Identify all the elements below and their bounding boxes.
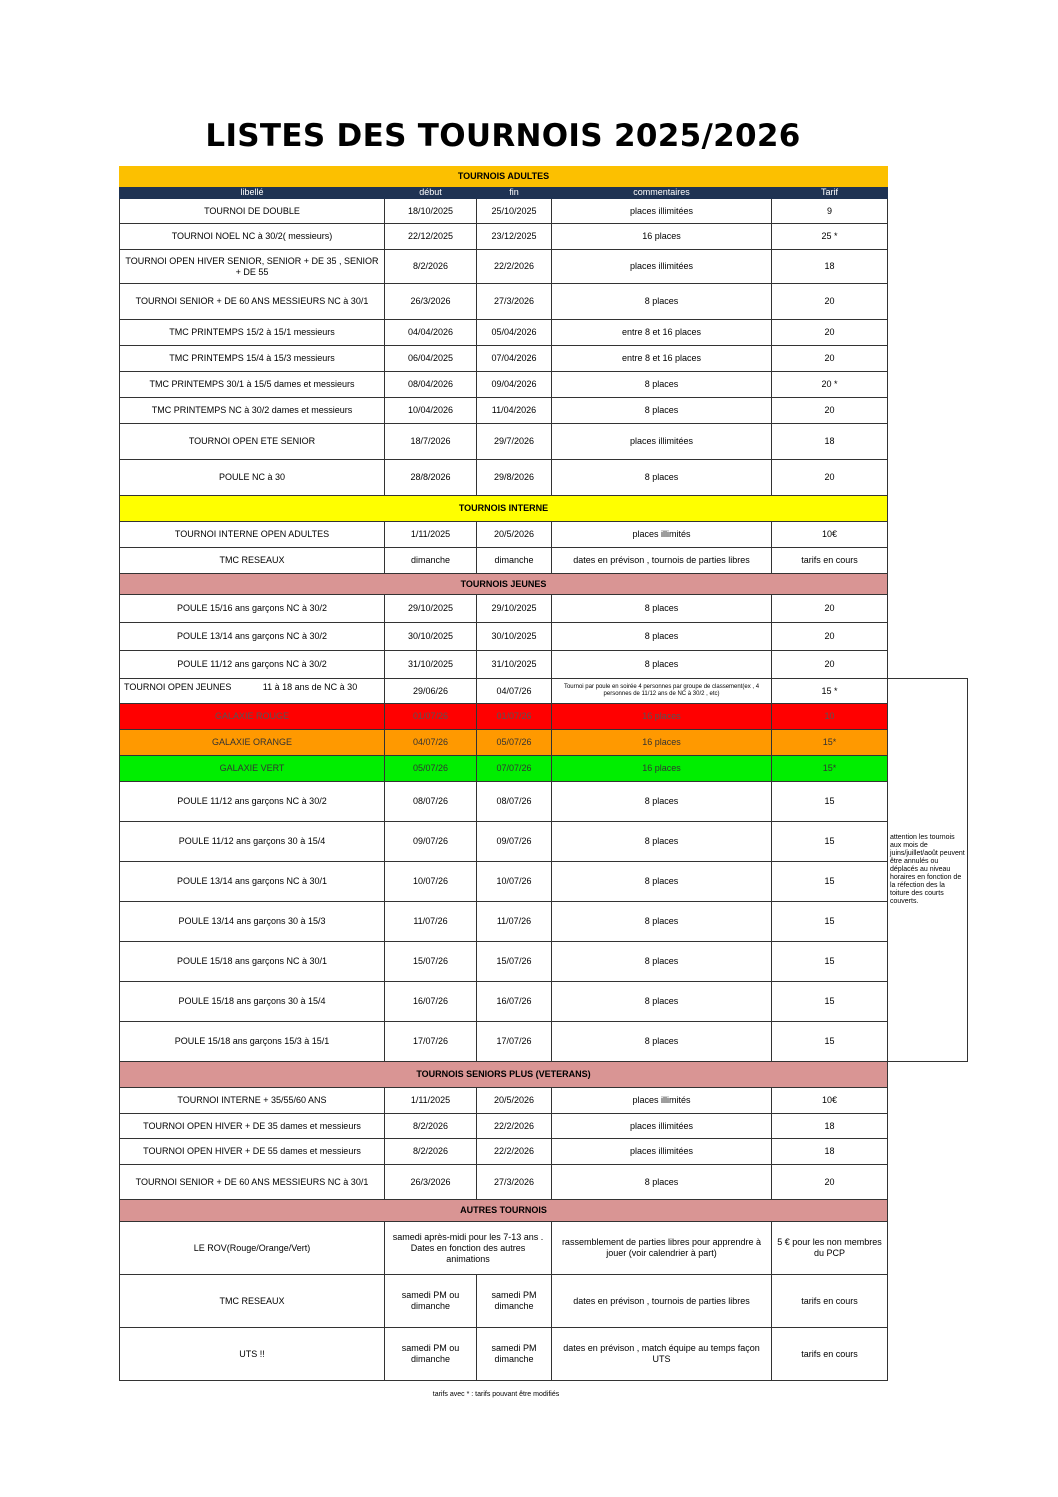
table-cell: GALAXIE VERT (120, 756, 385, 782)
table-cell: 10/04/2026 (385, 398, 477, 424)
table-cell: places illimitées (552, 199, 772, 224)
column-header: fin (477, 187, 552, 199)
table-cell: 04/07/26 (385, 730, 477, 756)
table-cell: 8/2/2026 (385, 250, 477, 284)
table-row (120, 250, 968, 284)
table-cell: 8/2/2026 (385, 1114, 477, 1139)
empty-cell (888, 199, 968, 224)
table-cell: 15* (772, 730, 888, 756)
table-cell: 16 places (552, 730, 772, 756)
table-row (120, 224, 968, 250)
table-cell: POULE 13/14 ans garçons NC à 30/1 (120, 862, 385, 902)
empty-cell (888, 167, 968, 187)
table-cell: TMC PRINTEMPS 30/1 à 15/5 dames et messieurs (120, 372, 385, 398)
table-cell: 16/07/26 (477, 982, 552, 1022)
table-row (120, 320, 968, 346)
table-cell: places illimitées (552, 1114, 772, 1139)
table-cell: 8 places (552, 623, 772, 651)
table-cell: POULE 11/12 ans garçons NC à 30/2 (120, 782, 385, 822)
table-cell: 20 (772, 398, 888, 424)
table-cell: 22/2/2026 (477, 250, 552, 284)
table-row (120, 902, 968, 942)
table-cell: 23/12/2025 (477, 224, 552, 250)
table-cell: 27/3/2026 (477, 284, 552, 320)
table-cell: 20 (772, 346, 888, 372)
table-row (120, 623, 968, 651)
empty-cell (888, 651, 968, 679)
column-header: libellé (120, 187, 385, 199)
table-cell: TMC RESEAUX (120, 548, 385, 574)
table-cell: GALAXIE ROUGE (120, 704, 385, 730)
table-cell: TOURNOI INTERNE OPEN ADULTES (120, 522, 385, 548)
table-cell: 20/5/2026 (477, 1088, 552, 1114)
jeunes-note: attention les tournois aux mois de juins/juillet/août peuvent être annulés ou déplacés au niveau horaires en fonction de la réfection des la toiture des courts couverts. (888, 679, 968, 1062)
table-cell: TOURNOI NOEL NC à 30/2( messieurs) (120, 224, 385, 250)
empty-cell (888, 595, 968, 623)
footnote: tarifs avec * : tarifs pouvant être modifiés (432, 1391, 560, 1398)
table-cell: 25 * (772, 224, 888, 250)
open-jeunes-label (120, 679, 385, 704)
table-row (120, 595, 968, 623)
table-cell: 08/07/26 (385, 782, 477, 822)
empty-cell (888, 496, 968, 522)
table-row (120, 651, 968, 679)
table-cell: 29/10/2025 (477, 595, 552, 623)
empty-cell (888, 574, 968, 595)
table-cell: 09/07/26 (477, 822, 552, 862)
table-cell: 26/3/2026 (385, 1165, 477, 1200)
table-cell: 20 (772, 320, 888, 346)
table-cell: 09/07/26 (385, 822, 477, 862)
table-cell: 16/07/26 (385, 982, 477, 1022)
table-cell: POULE NC à 30 (120, 460, 385, 496)
table-row-galaxie (120, 704, 968, 730)
table-row-galaxie (120, 756, 968, 782)
table-cell: 01/07/26 (385, 704, 477, 730)
table-row-open-jeunes (120, 679, 968, 704)
table-row (120, 1114, 968, 1139)
table-cell: dates en prévison , match équipe au temps façon UTS (552, 1328, 772, 1381)
empty-cell (888, 548, 968, 574)
table-cell: TMC PRINTEMPS NC à 30/2 dames et messieurs (120, 398, 385, 424)
table-cell: 8 places (552, 1022, 772, 1062)
table-row (120, 942, 968, 982)
section-header-interne (120, 496, 968, 522)
table-cell: 8 places (552, 782, 772, 822)
table-row-galaxie (120, 730, 968, 756)
table-cell: 11/07/26 (385, 902, 477, 942)
table-cell: 29/8/2026 (477, 460, 552, 496)
table-cell: 15/07/26 (477, 942, 552, 982)
table-cell: POULE 15/18 ans garçons 30 à 15/4 (120, 982, 385, 1022)
empty-cell (888, 398, 968, 424)
table-cell: 10€ (772, 1088, 888, 1114)
table-cell: 1/11/2025 (385, 1088, 477, 1114)
table-cell: 15 (772, 782, 888, 822)
empty-cell (888, 1328, 968, 1381)
open-jeunes-label-a: TOURNOI OPEN JEUNES (124, 682, 232, 692)
table-cell: 1/11/2025 (385, 522, 477, 548)
page-title: LISTES DES TOURNOIS 2025/2026 (205, 118, 801, 154)
open-jeunes-label-b: 11 à 18 ans de NC à 30 (262, 682, 358, 692)
table-cell: 20 (772, 460, 888, 496)
section-title: TOURNOIS SENIORS PLUS (VETERANS) (120, 1062, 888, 1088)
table-cell: samedi PM ou dimanche (385, 1328, 477, 1381)
table-cell: 10€ (772, 522, 888, 548)
table-row (120, 1139, 968, 1165)
table-cell: 16 places (552, 704, 772, 730)
empty-cell (888, 1222, 968, 1275)
table-row (120, 1088, 968, 1114)
table-cell: TOURNOI OPEN HIVER + DE 55 dames et messieurs (120, 1139, 385, 1165)
table-row-autres (120, 1222, 968, 1275)
table-cell: 07/07/26 (477, 756, 552, 782)
table-cell: TMC PRINTEMPS 15/2 à 15/1 messieurs (120, 320, 385, 346)
table-cell: 31/10/2025 (477, 651, 552, 679)
table-cell: places illimités (552, 1088, 772, 1114)
table-cell: 28/8/2026 (385, 460, 477, 496)
table-cell: 15 * (772, 679, 888, 704)
table-cell: 15/07/26 (385, 942, 477, 982)
table-row-autres (120, 1328, 968, 1381)
table-cell: POULE 15/18 ans garçons NC à 30/1 (120, 942, 385, 982)
table-cell: places illimités (552, 522, 772, 548)
table-cell: 8 places (552, 862, 772, 902)
table-row (120, 822, 968, 862)
table-cell: entre 8 et 16 places (552, 320, 772, 346)
table-cell: TOURNOI SENIOR + DE 60 ANS MESSIEURS NC à 30/1 (120, 284, 385, 320)
table-cell: 16 places (552, 756, 772, 782)
empty-cell (888, 284, 968, 320)
table-cell: TOURNOI OPEN ETE SENIOR (120, 424, 385, 460)
table-cell: 15 (772, 1022, 888, 1062)
table-row (120, 424, 968, 460)
table-cell: 8 places (552, 982, 772, 1022)
table-cell: 8 places (552, 822, 772, 862)
table-cell: 18/7/2026 (385, 424, 477, 460)
table-row (120, 782, 968, 822)
empty-cell (888, 1062, 968, 1088)
table-cell: 18 (772, 250, 888, 284)
section-title: AUTRES TOURNOIS (120, 1200, 888, 1222)
table-cell: 10/07/26 (477, 862, 552, 902)
table-cell: 8 places (552, 460, 772, 496)
table-cell: 20 (772, 284, 888, 320)
table-cell: 27/3/2026 (477, 1165, 552, 1200)
table-cell: 20/5/2026 (477, 522, 552, 548)
table-cell: 22/2/2026 (477, 1114, 552, 1139)
table-cell: TMC RESEAUX (120, 1275, 385, 1328)
table-cell: samedi PM dimanche (477, 1275, 552, 1328)
table-cell: 29/06/26 (385, 679, 477, 704)
table-cell: 29/10/2025 (385, 595, 477, 623)
table-cell: 08/04/2026 (385, 372, 477, 398)
table-cell: POULE 15/18 ans garçons 15/3 à 15/1 (120, 1022, 385, 1062)
table-cell: 18 (772, 1139, 888, 1165)
tournament-table (119, 166, 968, 1381)
open-jeunes-comment: Tournoi par poule en soirée 4 personnes par groupe de classement(ex , 4 personnes de 11/12 ans de NC à 30/2 , etc) (552, 679, 772, 704)
table-cell: 06/04/2025 (385, 346, 477, 372)
table-cell: 17/07/26 (477, 1022, 552, 1062)
table-cell: 05/07/26 (385, 756, 477, 782)
table-row (120, 372, 968, 398)
table-cell: tarifs en cours (772, 1275, 888, 1328)
column-header: début (385, 187, 477, 199)
table-cell: 22/2/2026 (477, 1139, 552, 1165)
table-cell: 20 (772, 1165, 888, 1200)
table-row-autres (120, 1275, 968, 1328)
table-cell: 11/07/26 (477, 902, 552, 942)
table-cell: 05/07/26 (477, 730, 552, 756)
table-cell: samedi PM dimanche (477, 1328, 552, 1381)
empty-cell (888, 424, 968, 460)
table-row (120, 346, 968, 372)
table-cell: POULE 13/14 ans garçons 30 à 15/3 (120, 902, 385, 942)
table-cell: 04/07/26 (477, 679, 552, 704)
table-cell: 17/07/26 (385, 1022, 477, 1062)
table-cell: 09/04/2026 (477, 372, 552, 398)
table-cell: 31/10/2025 (385, 651, 477, 679)
table-cell: dimanche (477, 548, 552, 574)
table-cell: tarifs en cours (772, 1328, 888, 1381)
table-cell: 15 (772, 822, 888, 862)
table-cell: 01/07/26 (477, 704, 552, 730)
table-cell: 25/10/2025 (477, 199, 552, 224)
table-cell: tarifs en cours (772, 548, 888, 574)
table-cell: 15 (772, 862, 888, 902)
table-cell: 15 (772, 902, 888, 942)
section-title: TOURNOIS INTERNE (120, 496, 888, 522)
table-cell: 18 (772, 424, 888, 460)
table-cell: places illimitées (552, 1139, 772, 1165)
empty-cell (888, 224, 968, 250)
table-row (120, 862, 968, 902)
table-cell: 29/7/2026 (477, 424, 552, 460)
table-cell: POULE 13/14 ans garçons NC à 30/2 (120, 623, 385, 651)
table-cell: 8 places (552, 942, 772, 982)
table-cell: 10/07/26 (385, 862, 477, 902)
table-row (120, 982, 968, 1022)
section-header-adultes (120, 167, 968, 187)
table-cell: samedi après-midi pour les 7-13 ans . Dates en fonction des autres animations (385, 1222, 552, 1275)
table-row (120, 548, 968, 574)
table-cell: 15* (772, 756, 888, 782)
empty-cell (888, 372, 968, 398)
table-cell: 11/04/2026 (477, 398, 552, 424)
table-cell: POULE 15/16 ans garçons NC à 30/2 (120, 595, 385, 623)
table-row (120, 460, 968, 496)
table-row (120, 1022, 968, 1062)
table-cell: TOURNOI OPEN HIVER + DE 35 dames et messieurs (120, 1114, 385, 1139)
empty-cell (888, 346, 968, 372)
table-cell: 26/3/2026 (385, 284, 477, 320)
table-cell: 9 (772, 199, 888, 224)
table-row (120, 284, 968, 320)
table-cell: 30/10/2025 (385, 623, 477, 651)
table-cell: entre 8 et 16 places (552, 346, 772, 372)
empty-cell (888, 623, 968, 651)
table-cell: 8 places (552, 284, 772, 320)
empty-cell (888, 1088, 968, 1114)
table-cell: 8 places (552, 902, 772, 942)
table-cell: POULE 11/12 ans garçons NC à 30/2 (120, 651, 385, 679)
table-cell: places illimitées (552, 250, 772, 284)
table-cell: TOURNOI INTERNE + 35/55/60 ANS (120, 1088, 385, 1114)
empty-cell (888, 1114, 968, 1139)
table-cell: 30/10/2025 (477, 623, 552, 651)
table-cell: 8 places (552, 398, 772, 424)
table-cell: 05/04/2026 (477, 320, 552, 346)
table-cell: 8 places (552, 1165, 772, 1200)
table-cell: rassemblement de parties libres pour apprendre à jouer (voir calendrier à part) (552, 1222, 772, 1275)
table-cell: 15 (772, 942, 888, 982)
table-cell: 18/10/2025 (385, 199, 477, 224)
table-cell: 08/07/26 (477, 782, 552, 822)
section-title: TOURNOIS JEUNES (120, 574, 888, 595)
table-cell: 07/04/2026 (477, 346, 552, 372)
table-cell: 16 places (552, 224, 772, 250)
table-cell: dates en prévison , tournois de parties libres (552, 548, 772, 574)
empty-cell (888, 460, 968, 496)
table-cell: 20 (772, 623, 888, 651)
table-cell: LE ROV(Rouge/Orange/Vert) (120, 1222, 385, 1275)
empty-cell (888, 320, 968, 346)
column-header: Tarif (772, 187, 888, 199)
table-row (120, 199, 968, 224)
table-cell: TOURNOI SENIOR + DE 60 ANS MESSIEURS NC à 30/1 (120, 1165, 385, 1200)
table-cell: 8 places (552, 595, 772, 623)
empty-cell (888, 187, 968, 199)
table-cell: places illimitées (552, 424, 772, 460)
table-cell: GALAXIE ORANGE (120, 730, 385, 756)
table-cell: dimanche (385, 548, 477, 574)
table-cell: POULE 11/12 ans garçons 30 à 15/4 (120, 822, 385, 862)
table-cell: dates en prévison , tournois de parties libres (552, 1275, 772, 1328)
table-cell: 18 (772, 1114, 888, 1139)
table-row (120, 522, 968, 548)
empty-cell (888, 522, 968, 548)
table-cell: 20 * (772, 372, 888, 398)
table-cell: 8 places (552, 372, 772, 398)
table-cell: UTS !! (120, 1328, 385, 1381)
section-header-autres (120, 1200, 968, 1222)
table-row (120, 1165, 968, 1200)
table-cell: TOURNOI OPEN HIVER SENIOR, SENIOR + DE 35 , SENIOR + DE 55 (120, 250, 385, 284)
table-row (120, 398, 968, 424)
table-cell: 15 (772, 982, 888, 1022)
table-cell: TMC PRINTEMPS 15/4 à 15/3 messieurs (120, 346, 385, 372)
column-header-row (120, 187, 968, 199)
empty-cell (888, 1275, 968, 1328)
empty-cell (888, 1200, 968, 1222)
table-cell: samedi PM ou dimanche (385, 1275, 477, 1328)
table-cell: 22/12/2025 (385, 224, 477, 250)
table-cell: TOURNOI DE DOUBLE (120, 199, 385, 224)
section-title: TOURNOIS ADULTES (120, 167, 888, 187)
section-header-seniors (120, 1062, 968, 1088)
table-cell: 5 € pour les non membres du PCP (772, 1222, 888, 1275)
table-cell: 20 (772, 595, 888, 623)
empty-cell (888, 1165, 968, 1200)
section-header-jeunes (120, 574, 968, 595)
table-cell: 8/2/2026 (385, 1139, 477, 1165)
table-cell: 10 (772, 704, 888, 730)
table-cell: 20 (772, 651, 888, 679)
table-cell: 04/04/2026 (385, 320, 477, 346)
column-header: commentaires (552, 187, 772, 199)
table-cell: 8 places (552, 651, 772, 679)
empty-cell (888, 250, 968, 284)
empty-cell (888, 1139, 968, 1165)
